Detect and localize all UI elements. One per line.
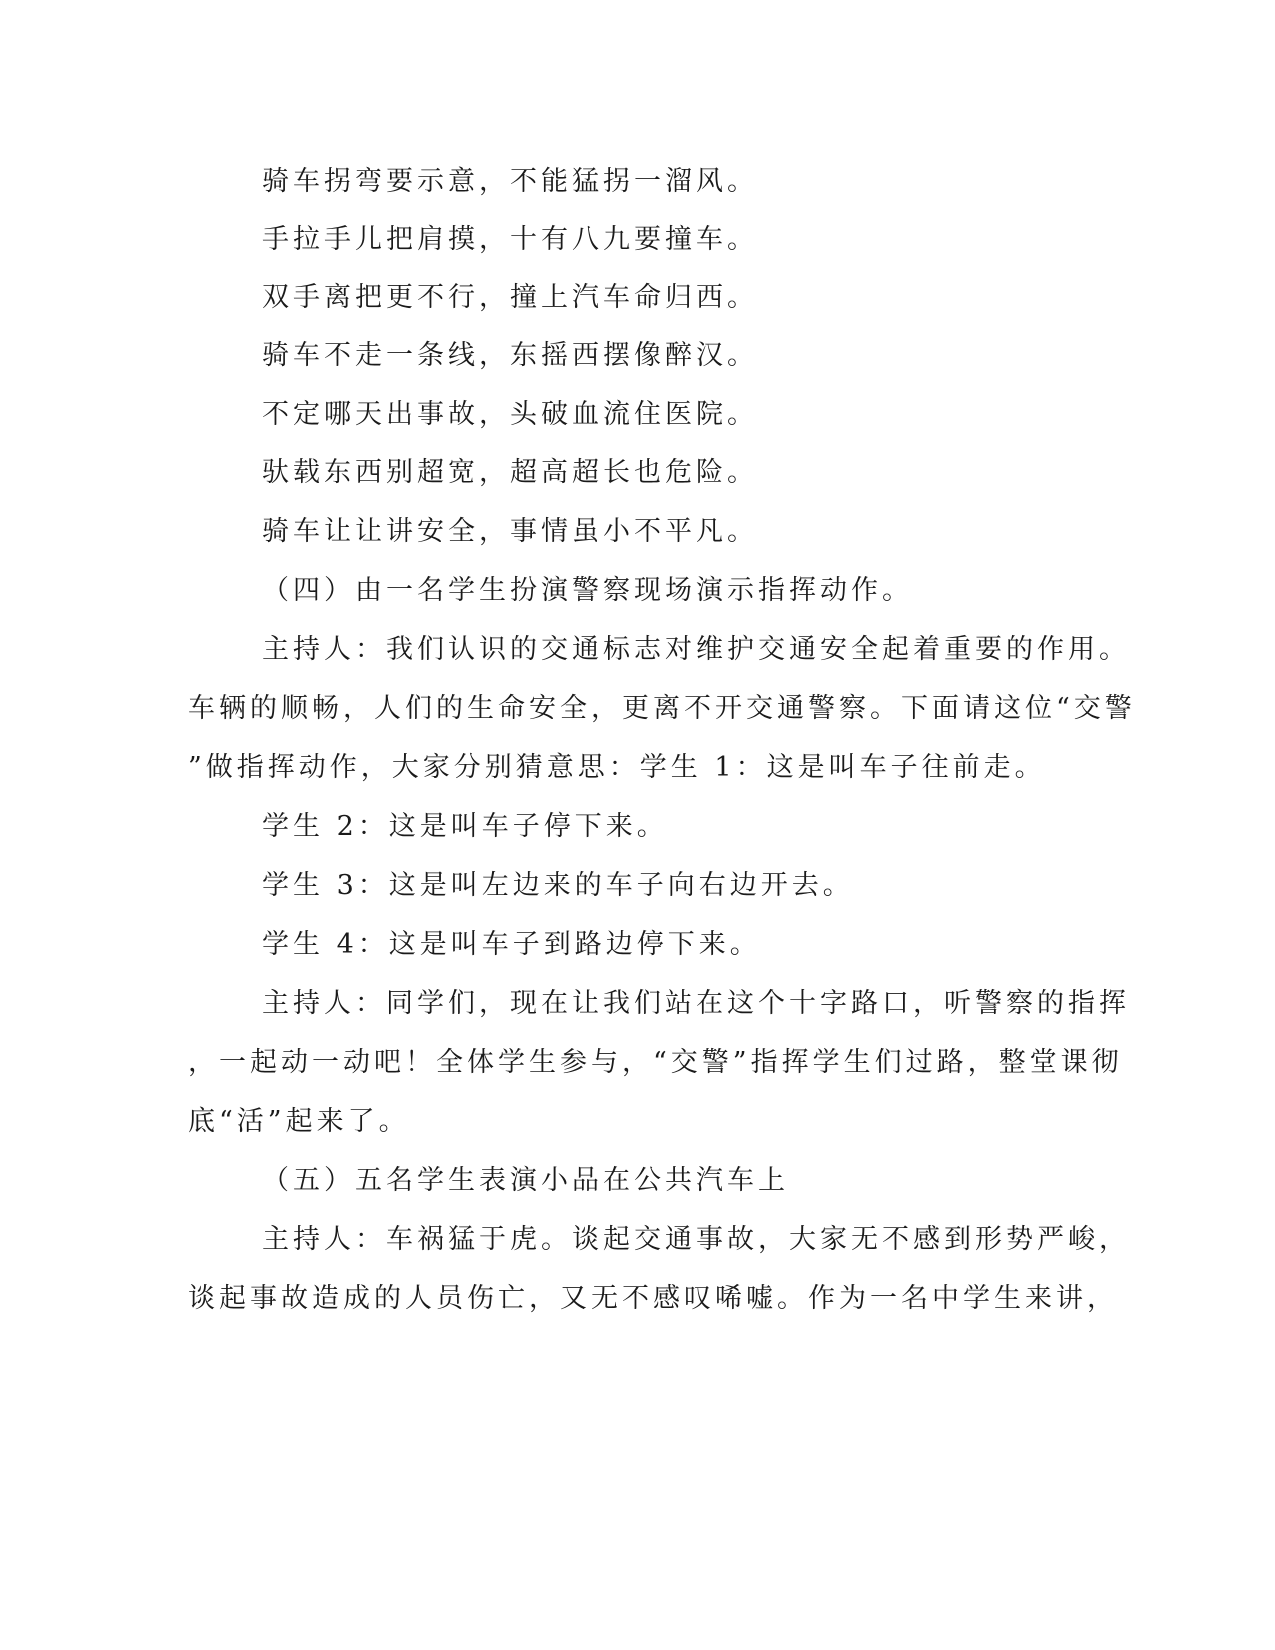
section-heading: （四）由一名学生扮演警察现场演示指挥动作。 [262,575,913,606]
text-line: ，一起动一动吧！全体学生参与，“交警”指挥学生们过路，整堂课彻 [188,1047,1123,1078]
text-line: 主持人：我们认识的交通标志对维护交通安全起着重要的作用。 [262,634,1130,665]
text-line: 学生 2：这是叫车子停下来。 [262,811,668,842]
text-line: 谈起事故造成的人员伤亡，又无不感叹唏嘘。作为一名中学生来讲， [188,1283,1118,1314]
section-heading: （五）五名学生表演小品在公共汽车上 [262,1165,789,1196]
text-line: 双手离把更不行，撞上汽车命归西。 [262,282,758,313]
text-line: 主持人：同学们，现在让我们站在这个十字路口，听警察的指挥 [262,988,1130,1019]
text-line: 主持人：车祸猛于虎。谈起交通事故，大家无不感到形势严峻， [262,1224,1130,1255]
text-line: 骑车拐弯要示意，不能猛拐一溜风。 [262,166,758,197]
text-line: 车辆的顺畅，人们的生命安全，更离不开交通警察。下面请这位“交警 [188,693,1136,724]
text-line: 驮载东西别超宽，超高超长也危险。 [262,457,758,488]
text-line: ”做指挥动作，大家分别猜意思：学生 1：这是叫车子往前走。 [188,752,1046,783]
text-line: 骑车不走一条线，东摇西摆像醉汉。 [262,340,758,371]
text-line: 学生 4：这是叫车子到路边停下来。 [262,929,761,960]
text-line: 不定哪天出事故，头破血流住医院。 [262,399,758,430]
text-line: 手拉手儿把肩摸，十有八九要撞车。 [262,224,758,255]
text-line: 底“活”起来了。 [188,1106,410,1137]
text-line: 骑车让让讲安全，事情虽小不平凡。 [262,516,758,547]
text-line: 学生 3：这是叫左边来的车子向右边开去。 [262,870,854,901]
